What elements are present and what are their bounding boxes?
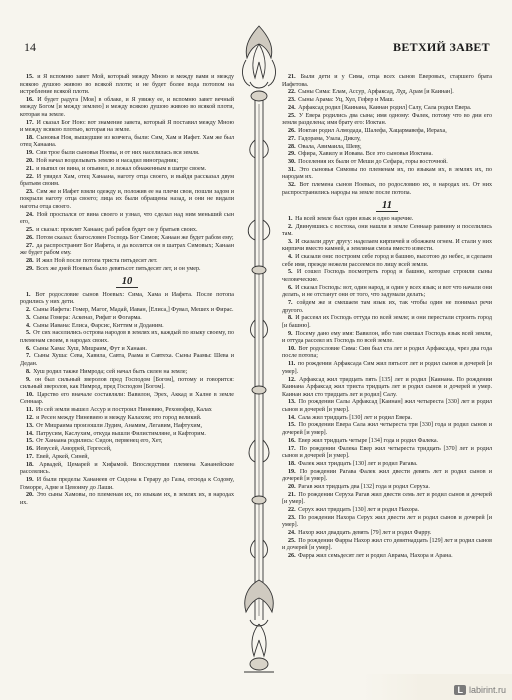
verse — [20, 392, 234, 407]
verse-text: От Мицраима произошли Лудим, Анамим, Легавим, Нафтухим, — [36, 422, 202, 429]
chapter-number: 10 — [116, 278, 139, 288]
verse-text: Вот родословие сынов Ноевых: Сима, Хама и Иафета. После потопа родились у них дети. — [20, 291, 234, 306]
verse-number: 14. — [26, 430, 34, 437]
verse-number: 24. — [26, 211, 34, 218]
verse-number: 23. — [288, 97, 296, 104]
verse-number: 1. — [26, 291, 31, 298]
verse-number: 16. — [288, 437, 296, 444]
verse-text: Это сыны Хамовы, по племенам их, по языкам их, в землях их, в народах их. — [20, 492, 234, 506]
verse-text: И жил Ной после потопа триста пятьдесят лет. — [36, 257, 158, 264]
verse — [20, 330, 234, 345]
verse — [20, 307, 234, 315]
verse-text: сойдем же и смешаем там язык их, так чтобы один не понимал речи другого. — [282, 300, 492, 314]
verse-text: Вот племена сынов Ноевых, по родословию их, в народах их. От них распространились народы на земле после потопа. — [282, 182, 493, 196]
verse — [20, 189, 234, 212]
right-verses-continued — [282, 74, 492, 197]
verse — [282, 167, 492, 182]
verse-number: 21. — [288, 491, 296, 498]
verse — [20, 150, 234, 158]
verse-number: 4. — [26, 322, 31, 329]
verse-number: 20. — [288, 483, 296, 490]
verse — [20, 454, 234, 462]
verse-text: Сыны Хуша: Сева, Хавила, Савта, Раама и Савтеха. Сыны Раамы: Шева и Дедан. — [20, 353, 234, 367]
verse-text: По рождении Нахора Серух жил двести лет и родил сынов и дочерей [и умер]. — [282, 514, 492, 529]
verse-number: 23. — [288, 514, 296, 521]
verse-text: да распространит Бог Иафета, и да вселится он в шатрах Симовых; Ханаан же будет рабом ему. — [20, 242, 234, 257]
verse-number: 5. — [288, 269, 293, 276]
verse-number: 12. — [26, 414, 34, 421]
verse-text: Патрусим, Каслухим, откуда вышли Филистимляне, и Кафторим. — [36, 430, 206, 437]
verse-number: 13. — [26, 422, 34, 429]
verse-text: Фарра жил семьдесят лет и родил Аврама, Нахора и Арана. — [298, 553, 453, 560]
verse-number: 17. — [26, 119, 34, 126]
verse-text: От Ханаана родились: Сидон, первенец его, Хет, — [36, 438, 163, 445]
verse-text: И сказал Бог Ною: вот знамение завета, который Я поставил между Мною и между всякою плотью, которая на земле. — [20, 119, 234, 134]
verse — [20, 158, 234, 166]
verse-number: 18. — [26, 134, 34, 141]
verse — [282, 515, 492, 530]
verse-text: Поселения их были от Меши до Сефара, горы восточной. — [298, 159, 448, 166]
verse-text: Посему дано ему имя: Вавилон, ибо там смешал Господь язык всей земли, и оттуда рассеял их Господь по всей земле. — [282, 330, 492, 345]
verse-number: 15. — [26, 438, 34, 445]
verse-text: По рождении Салы Арфаксад [Каинан] жил четыреста [330] лет и родил сынов и дочерей [и умер]. — [282, 399, 493, 413]
verse-number: 28. — [288, 143, 296, 150]
verse — [282, 300, 492, 315]
verse-number: 26. — [288, 127, 296, 134]
verse-text: и сказал: проклят Ханаан; раб рабов будет он у братьев своих. — [36, 226, 198, 233]
verse — [20, 438, 234, 446]
verse — [282, 74, 492, 89]
verse-number: 6. — [288, 284, 293, 291]
verse-number: 5. — [26, 330, 31, 337]
verse-number: 14. — [288, 414, 296, 421]
verse-text: От сих населились острова народов в землях их, каждый по языку своему, по племенам своим, в народах своих. — [20, 330, 234, 344]
verse-text: На всей земле был один язык и одно наречие. — [295, 215, 414, 222]
verse — [282, 97, 492, 105]
verse — [282, 538, 492, 553]
verse — [20, 407, 234, 415]
verse-text: И будет радуга [Моя] в облаке, и Я увижу ее, и вспомню завет вечный между Богом [и между землею] и между всякою душою живою во всякой плоти, которая на земле. — [20, 96, 234, 118]
verse-text: Царство его вначале составляли: Вавилон, Эрех, Аккад и Халне в земле Сеннаар. — [20, 391, 235, 406]
verse — [282, 216, 492, 224]
verse-text: По рождении Фалека Евер жил четыреста тридцать [370] лет и родил сынов и дочерей [и умер]. — [282, 445, 492, 460]
verse-text: По рождении Серуха Рагав жил двести семь лет и родил сынов и дочерей [и умер]. — [282, 491, 492, 506]
verse — [282, 182, 492, 197]
verse — [20, 135, 234, 150]
verse-text: Это сыновья Симовы по племенам их, по языкам их, в землях их, по народам их. — [282, 166, 492, 181]
verse-text: Рагав жил тридцать два [132] года и родил Серуха. — [298, 483, 430, 490]
verse — [282, 469, 492, 484]
verse-text: По рождении Евера Сала жил четыреста три [330] года и родил сынов и дочерей [и умер]. — [282, 422, 492, 436]
verse — [20, 212, 234, 227]
verse-number: 8. — [26, 368, 31, 375]
verse — [282, 446, 492, 461]
verse — [282, 105, 492, 113]
verse — [20, 377, 234, 392]
verse — [20, 492, 234, 507]
verse — [282, 553, 492, 561]
verse — [20, 353, 234, 368]
right-chapter-verses — [282, 216, 492, 561]
verse-text: Сии трое были сыновья Ноевы, и от них населилась вся земля. — [36, 150, 200, 157]
verse-text: Иоктан родил Алмодада, Шалефа, Хацармавефа, Иераха, — [298, 127, 447, 134]
verse-text: Сыны Сима: Елам, Ассур, Арфаксад, Луд, Арам [и Каинан]. — [298, 89, 454, 96]
verse-number: 27. — [288, 135, 296, 142]
verse — [282, 346, 492, 361]
verse-number: 3. — [26, 314, 31, 321]
verse-text: Сыны Иафета: Гомер, Магог, Мадай, Иаван, [Елиса,] Фувал, Мешех и Фирас. — [33, 306, 234, 313]
verse-text: Сала жил тридцать [130] лет и родил Евера. — [298, 414, 413, 421]
verse — [282, 415, 492, 423]
verse-text: Были дети и у Сима, отца всех сынов Еверовых, старшего брата Иафетова. — [282, 74, 492, 88]
verse-text: Арфаксад жил тридцать пять [135] лет и родил [Каинана. По рождении Каинана Арфаксад жил триста тридцать лет и родил сынов и дочерей и умер. Каинан жил сто тридцать лет и родил] Салу. — [282, 376, 492, 398]
verse-number: 6. — [26, 345, 31, 352]
verse-number: 10. — [288, 345, 296, 352]
verse-number: 15. — [26, 74, 34, 80]
verse — [282, 331, 492, 346]
verse-number: 12. — [288, 376, 296, 383]
verse-number: 16. — [26, 446, 34, 453]
verse — [20, 97, 234, 120]
verse — [20, 227, 234, 235]
verse-number: 22. — [26, 173, 34, 180]
running-head: ВЕТХИЙ ЗАВЕТ — [393, 40, 490, 54]
verse — [282, 269, 492, 284]
verse-number: 26. — [26, 234, 34, 241]
verse-text: Фалек жил тридцать [130] лет и родил Рагава. — [298, 460, 418, 467]
verse — [282, 377, 492, 400]
verse-text: Арфаксад родил [Каинана, Каинан родил] Салу, Сала родил Евера. — [298, 104, 472, 111]
verse-text: он был сильный зверолов пред Господом [Богом], потому и говорится: сильный зверолов, как Нимрод, пред Господом [Богом]. — [20, 376, 234, 391]
verse-number: 11. — [288, 361, 296, 368]
verse-text: У Евера родились два сына; имя одному: Фалек, потому что во дни его земля разделена; имя брату его: Иоктан. — [282, 112, 492, 127]
verse-text: Сыны Гомера: Аскеназ, Рифат и Фогарма. — [33, 314, 142, 321]
verse-text: Вот родословие Сима: Сим был ста лет и родил Арфаксада, чрез два года после потопа; — [282, 345, 492, 360]
verse-number: 31. — [288, 166, 296, 173]
verse-number: 19. — [288, 468, 296, 475]
verse — [282, 159, 492, 167]
verse-text: и выпил он вина, и опьянел, и лежал обнаженным в шатре своем. — [36, 165, 207, 172]
chapter-heading — [282, 202, 492, 212]
verse — [20, 120, 234, 135]
verse-number: 8. — [288, 315, 293, 322]
verse-number: 25. — [288, 112, 296, 119]
verse — [282, 315, 492, 330]
chapter-number: 11 — [376, 202, 398, 212]
verse-number: 23. — [26, 188, 34, 195]
verse — [282, 399, 492, 414]
verse — [282, 530, 492, 538]
verse — [282, 144, 492, 152]
verse-text: Овала, Авимаила, Шеву, — [298, 143, 362, 150]
verse-text: Нахор жил двадцать девять [79] лет и родил Фарру. — [298, 530, 432, 537]
verse — [282, 224, 492, 239]
watermark-corner — [362, 674, 512, 700]
verse-number: 22. — [288, 507, 296, 513]
verse — [20, 423, 234, 431]
verse-number: 20. — [26, 492, 34, 499]
verse — [282, 151, 492, 159]
verse — [20, 74, 234, 97]
verse-text: Иевусей, Аморрей, Гергесей, — [36, 446, 112, 453]
verse-text: Потом сказал: благословен Господь Бог Симов; Ханаан же будет рабом ему; — [36, 234, 234, 241]
verse-number: 29. — [26, 265, 34, 272]
verse — [20, 446, 234, 454]
verse — [20, 462, 234, 477]
watermark-logo: L labirint.ru — [454, 685, 506, 695]
verse-text: Евер жил тридцать четыре [134] года и родил Фалека. — [298, 437, 439, 444]
verse-text: Хуш родил также Нимрода; сей начал быть силен на земле; — [33, 368, 188, 375]
verse — [20, 266, 234, 274]
verse — [20, 369, 234, 377]
verse — [20, 243, 234, 258]
left-column — [20, 74, 234, 508]
verse-number: 26. — [288, 553, 296, 560]
verse-number: 20. — [26, 157, 34, 164]
verse — [282, 128, 492, 136]
verse — [282, 239, 492, 254]
verse-text: Всех же дней Ноевых было девятьсот пятьдесят лет, и он умер. — [36, 265, 201, 272]
verse-number: 9. — [288, 330, 293, 337]
verse — [20, 323, 234, 331]
verse-number: 1. — [288, 215, 293, 222]
verse — [20, 477, 234, 492]
verse-text: И сошел Господь посмотреть город и башню, которые строили сыны человеческие. — [282, 269, 492, 283]
verse — [282, 422, 492, 437]
verse — [282, 136, 492, 144]
verse — [282, 361, 492, 376]
verse-number: 32. — [288, 182, 296, 189]
verse-number: 18. — [288, 460, 296, 467]
right-column — [282, 74, 492, 561]
verse-text: Офира, Хавилу и Иовава. Все это сыновья Иоктана. — [298, 151, 433, 158]
verse-number: 9. — [26, 376, 31, 383]
verse — [282, 254, 492, 269]
verse-number: 16. — [26, 96, 34, 103]
verse-text: По рождении Фарры Нахор жил сто девятнадцать [129] лет и родил сынов и дочерей [и умер]. — [282, 537, 492, 552]
verse-text: И рассеял их Господь оттуда по всей земле; и они перестали строить город [и башню]. — [282, 315, 493, 329]
left-verses-continued — [20, 74, 234, 273]
verse — [20, 174, 234, 189]
verse-text: Сыны Хама: Хуш, Мицраим, Фут и Ханаан. — [33, 345, 147, 352]
verse-text: Арвадей, Цемарей и Хифамой. Впоследствии племена Хананейские рассеялись. — [20, 461, 234, 476]
verse-text: Сим же и Иафет взяли одежду и, положив ее на плечи свои, пошли задом и покрыли наготу отца своего; лица их были обращены назад, и они не видали наготы отца своего. — [20, 188, 234, 210]
verse-number: 17. — [26, 453, 34, 460]
verse — [20, 258, 234, 266]
verse-text: Гадорама, Узала, Диклу, — [298, 135, 361, 142]
left-chapter-verses — [20, 292, 234, 508]
verse-number: 2. — [288, 223, 293, 230]
verse-number: 13. — [288, 399, 296, 406]
page-number: 14 — [24, 40, 36, 54]
verse — [282, 492, 492, 507]
verse-text: И сказали они: построим себе город и башню, высотою до небес, и сделаем себе имя, прежде нежели рассеемся по лицу всей земли. — [282, 254, 492, 268]
verse-number: 21. — [288, 74, 296, 80]
verse-number: 2. — [26, 306, 31, 313]
verse — [282, 507, 492, 515]
verse-number: 25. — [288, 537, 296, 544]
verse-text: и Ресен между Ниневиею и между Калахом; это город великий. — [36, 414, 202, 421]
decorative-column-ornament — [236, 20, 282, 678]
verse-number: 3. — [288, 238, 293, 245]
verse-text: Евей, Аркей, Синей, — [36, 453, 90, 460]
verse-text: и Я вспомню завет Мой, который между Мною и между вами и между всякою душою живою во всякой плоти; и не будет более вода потопом на истребление всякой плоти. — [20, 74, 234, 95]
verse-text: Сыны Иавана: Елиса, Фарсис, Киттим и Доданим. — [33, 322, 164, 329]
verse-text: И сказали друг другу: наделаем кирпичей и обожжем огнем. И стали у них кирпичи вместо камней, а земляная смола вместо извести. — [282, 238, 492, 253]
verse-text: Сыны Арама: Уц, Хул, Гефер и Маш. — [298, 97, 395, 104]
verse-text: Из сей земли вышел Ассур и построил Ниневию, Реховофир, Калах — [35, 407, 212, 414]
verse-number: 27. — [26, 242, 34, 249]
verse-text: И сказал Господь: вот, один народ, и один у всех язык; и вот что начали они делать, и не отстанут они от того, что задумали делать; — [282, 284, 492, 299]
verse — [20, 166, 234, 174]
verse — [282, 113, 492, 128]
verse — [20, 415, 234, 423]
verse-number: 15. — [288, 422, 296, 429]
chapter-heading — [20, 278, 234, 288]
verse-text: И увидел Хам, отец Ханаана, наготу отца своего, и выйдя рассказал двум братьям своим. — [20, 173, 234, 188]
verse-text: Сыновья Ноя, вышедшие из ковчега, были: Сим, Хам и Иафет. Хам же был отец Ханаана. — [20, 134, 234, 149]
verse — [282, 461, 492, 469]
verse-number: 11. — [26, 407, 34, 414]
verse-number: 7. — [26, 353, 31, 360]
verse-text: Серух жил тридцать [130] лет и родил Нахора. — [298, 507, 420, 513]
verse-number: 7. — [288, 300, 293, 307]
verse-text: По рождении Рагава Фалек жил двести девять лет и родил сынов и дочерей [и умер]. — [282, 468, 493, 483]
verse-number: 19. — [26, 477, 34, 483]
verse-number: 22. — [288, 89, 296, 96]
verse-text: Ной начал возделывать землю и насадил виноградник; — [36, 157, 179, 164]
verse — [20, 315, 234, 323]
verse-text: по рождении Арфаксада Сим жил пятьсот лет и родил сынов и дочерей [и умер]. — [282, 361, 492, 375]
verse — [282, 89, 492, 97]
verse — [20, 235, 234, 243]
verse-number: 29. — [288, 151, 296, 158]
verse-number: 25. — [26, 226, 34, 233]
verse — [282, 438, 492, 446]
verse-number: 10. — [26, 391, 34, 398]
verse — [282, 285, 492, 300]
verse — [282, 484, 492, 492]
verse — [20, 431, 234, 439]
verse — [20, 292, 234, 307]
verse-number: 18. — [26, 461, 34, 468]
verse-text: Двинувшись с востока, они нашли в земле Сеннаар равнину и поселились там. — [282, 223, 493, 238]
verse-number: 17. — [288, 445, 296, 452]
verse-number: 28. — [26, 257, 34, 264]
verse-number: 30. — [288, 159, 296, 166]
verse-text: Ной проспался от вина своего и узнал, что сделал над ним меньший сын его, — [20, 211, 234, 226]
verse — [20, 346, 234, 354]
verse-number: 21. — [26, 165, 34, 172]
verse-text: И были пределы Хананеев от Сидона к Герару до Газы, отсюда к Содому, Гоморре, Адме и Цевоиму до Лаши. — [20, 477, 234, 491]
verse-number: 24. — [288, 104, 296, 111]
verse-number: 24. — [288, 530, 296, 537]
verse-number: 4. — [288, 254, 293, 261]
verse-number: 19. — [26, 150, 34, 157]
